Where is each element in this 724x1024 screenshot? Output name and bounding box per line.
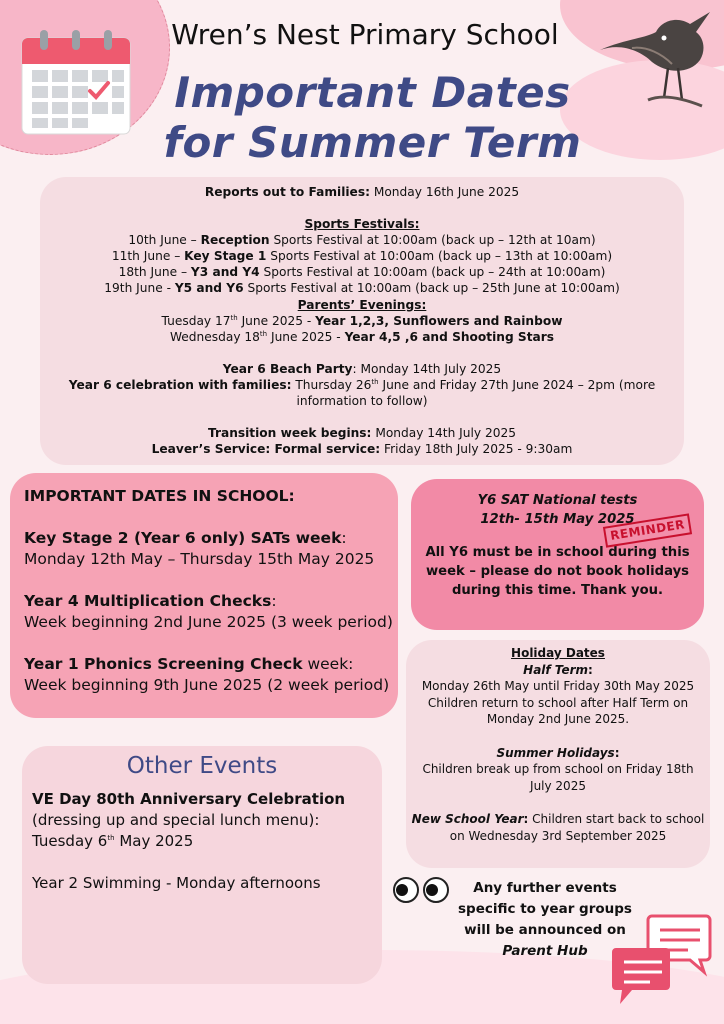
sports-line: 11th June – Key Stage 1 Sports Festival at 10:00am (back up – 13th at 10:00am) [111, 249, 613, 264]
leaver-line: Leaver’s Service: Formal service: Friday 18th July 2025 - 9:30am [151, 442, 573, 457]
reports-line: Reports out to Families: Monday 16th June 2025 [204, 185, 520, 199]
summer-label: Summer Holidays: [496, 745, 620, 760]
sports-line: 18th June – Y3 and Y4 Sports Festival at 10:00am (back up – 24th at 10:00am) [118, 265, 606, 280]
sat-notice: week – please do not book holidays [425, 564, 690, 579]
sat-notice: All Y6 must be in school during this [425, 545, 690, 560]
school-date-item: Key Stage 2 (Year 6 only) SATs week: Monday 12th May – Thursday 15th May 2025 [24, 529, 375, 568]
transition-line: Transition week begins: Monday 14th July 2025 [207, 426, 516, 441]
reminder-stamp: REMINDER [603, 513, 693, 547]
other-events-panel [22, 746, 382, 984]
celebration-line: Year 6 celebration with families: Thursday 26th June and Friday 27th June 2024 – 2pm (more [68, 377, 656, 392]
ve-day-detail: (dressing up and special lunch menu): [32, 811, 320, 829]
parents-heading: Parents’ Evenings: [297, 297, 427, 312]
sat-reminder-panel [411, 479, 704, 630]
note-line: Any further events [473, 880, 617, 896]
holiday-heading: Holiday Dates [511, 646, 605, 660]
general-dates-panel [40, 177, 684, 465]
parents-line: Tuesday 17th June 2025 - Year 1,2,3, Sunflowers and Rainbow [161, 313, 563, 328]
calendar-check-icon [20, 28, 132, 136]
sports-heading: Sports Festivals: [304, 217, 420, 232]
ve-day-title: VE Day 80th Anniversary Celebration [32, 790, 346, 808]
beach-party-line: Year 6 Beach Party: Monday 14th July 2025 [222, 361, 502, 376]
sat-title: Y6 SAT National tests [477, 493, 638, 508]
ve-day-date: Tuesday 6th May 2025 [32, 832, 194, 850]
sat-notice: during this time. Thank you. [451, 583, 664, 598]
sports-line: 19th June - Y5 and Y6 Sports Festival at 10:00am (back up – 25th June at 10:00am) [104, 281, 620, 296]
eyes-icon [393, 876, 451, 904]
chat-bubbles-icon [612, 914, 712, 1010]
page-title-line-2: for Summer Term [163, 118, 582, 167]
note-line: specific to year groups [458, 901, 632, 917]
sat-dates: 12th- 15th May 2025 [480, 512, 635, 527]
new-year-line-2: on Wednesday 3rd September 2025 [449, 828, 667, 843]
half-term-line: Monday 2nd June 2025. [486, 712, 630, 727]
page-title [120, 68, 625, 168]
new-year-line: New School Year: Children start back to school [411, 811, 705, 826]
sports-line: 10th June – Reception Sports Festival at 10:00am (back up – 12th at 10am) [128, 233, 596, 248]
school-date-item: Year 4 Multiplication Checks: Week beginning 2nd June 2025 (3 week period) [24, 592, 393, 631]
parent-hub-text: Parent Hub [502, 943, 588, 959]
summer-line: July 2025 [530, 778, 586, 793]
note-line: will be announced on [464, 922, 626, 938]
half-term-line: Children return to school after Half Term on [427, 695, 689, 710]
half-term-line: Monday 26th May until Friday 30th May 2025 [421, 679, 695, 694]
parents-line: Wednesday 18th June 2025 - Year 4,5 ,6 and Shooting Stars [169, 329, 555, 344]
school-dates-heading: IMPORTANT DATES IN SCHOOL: [24, 487, 295, 505]
half-term-label: Half Term: [523, 662, 593, 677]
school-dates-panel [10, 473, 398, 718]
school-name: Wren’s Nest Primary School [171, 18, 559, 51]
other-events-heading: Other Events [126, 753, 278, 779]
holiday-dates-panel [406, 640, 710, 868]
school-date-item: Year 1 Phonics Screening Check week: Week beginning 9th June 2025 (2 week period) [24, 655, 390, 694]
swimming-line: Year 2 Swimming - Monday afternoons [32, 874, 321, 892]
page-title-line-1: Important Dates [174, 68, 571, 117]
summer-line: Children break up from school on Friday 18th [422, 762, 694, 777]
celebration-line-2: information to follow) [296, 394, 428, 409]
